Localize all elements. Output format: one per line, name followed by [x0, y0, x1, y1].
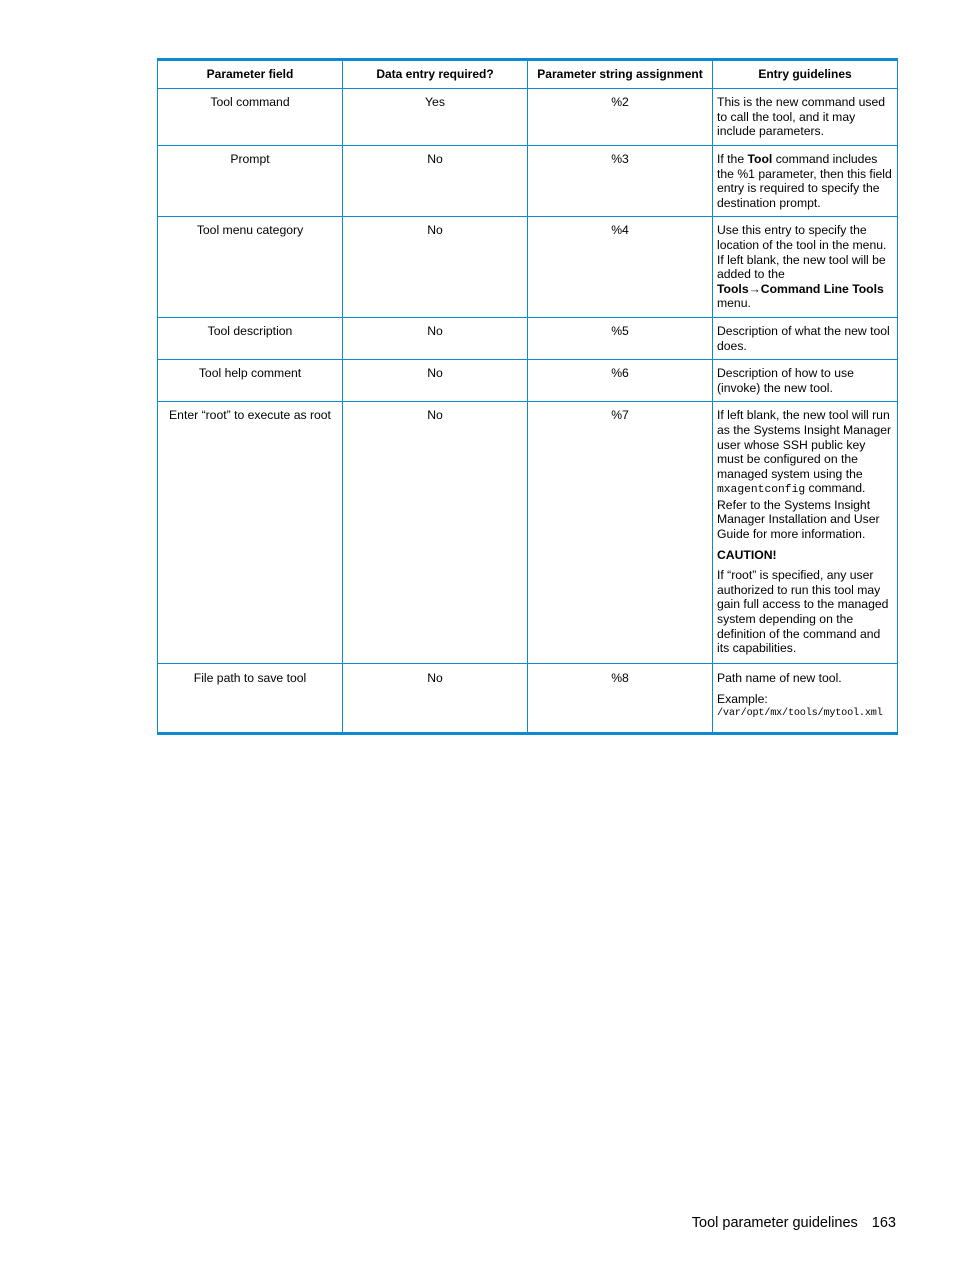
guide-text: command. Refer to the Systems Insight Manager Installation and User Guide for more information.: [717, 481, 880, 542]
tool-parameter-table: [157, 58, 898, 735]
cell-required: No: [343, 317, 528, 359]
cell-required: No: [343, 217, 528, 318]
table-row: [158, 317, 898, 359]
table-row: [158, 402, 898, 664]
cell-field: Tool command: [158, 89, 343, 146]
guide-text: If left blank, the new tool will run as the Systems Insight Manager user whose SSH public key must be configured on the managed system using the: [717, 408, 892, 481]
code-mxagentconfig: mxagentconfig: [717, 484, 806, 497]
cell-assignment: %7: [528, 402, 713, 664]
table-header-row: [158, 60, 898, 89]
header-parameter-field: Parameter field: [158, 60, 343, 89]
cell-required: No: [343, 360, 528, 402]
cell-assignment: %4: [528, 217, 713, 318]
cell-field: Enter “root” to execute as root: [158, 402, 343, 664]
table-row: [158, 146, 898, 217]
cell-field: Prompt: [158, 146, 343, 217]
guide-bold-text: Tool: [747, 152, 773, 166]
menu-path-tools: Tools: [717, 281, 749, 296]
menu-arrow-icon: →: [748, 281, 761, 296]
example-label: Example:: [717, 691, 768, 706]
cell-assignment: %5: [528, 317, 713, 359]
cell-field: Tool description: [158, 317, 343, 359]
caution-label: CAUTION!: [717, 547, 777, 562]
cell-assignment: %8: [528, 664, 713, 734]
cell-field: File path to save tool: [158, 664, 343, 734]
guide-text: If the: [717, 152, 748, 166]
cell-assignment: %2: [528, 89, 713, 146]
cell-required: No: [343, 402, 528, 664]
table-row: [158, 360, 898, 402]
guide-text: menu.: [717, 296, 751, 311]
example-path: /var/opt/mx/tools/mytool.xml: [717, 707, 883, 719]
cell-guidelines: Description of how to use (invoke) the new tool.: [713, 360, 898, 402]
cell-field: Tool help comment: [158, 360, 343, 402]
guide-text: command includes the %1 parameter, then this field entry is required to specify the destination prompt.: [717, 152, 892, 210]
table-row: [158, 664, 898, 734]
table-row: [158, 217, 898, 318]
cell-guidelines: [713, 664, 898, 734]
cell-field: Tool menu category: [158, 217, 343, 318]
header-data-entry-required: Data entry required?: [343, 60, 528, 89]
cell-required: Yes: [343, 89, 528, 146]
page-footer: [692, 1215, 896, 1231]
header-parameter-string-assignment: Parameter string assignment: [528, 60, 713, 89]
cell-guidelines: Description of what the new tool does.: [713, 317, 898, 359]
table-row: [158, 89, 898, 146]
cell-guidelines: [713, 217, 898, 318]
page-number: 163: [871, 1215, 896, 1231]
cell-required: No: [343, 664, 528, 734]
cell-assignment: %6: [528, 360, 713, 402]
footer-section-title: Tool parameter guidelines: [691, 1215, 858, 1231]
cell-guidelines: [713, 402, 898, 664]
cell-assignment: %3: [528, 146, 713, 217]
cell-required: No: [343, 146, 528, 217]
menu-path-command-line-tools: Command Line Tools: [760, 281, 884, 296]
caution-text: If “root” is specified, any user authorized to run this tool may gain full access to the managed system depending on the definition of the command and its capabilities.: [717, 568, 889, 656]
guide-text: Path name of new tool.: [717, 671, 842, 686]
guide-text: Use this entry to specify the location of the tool in the menu. If left blank, the new tool will be added to the: [717, 223, 887, 282]
cell-guidelines: This is the new command used to call the tool, and it may include parameters.: [713, 89, 898, 146]
header-entry-guidelines: Entry guidelines: [713, 60, 898, 89]
cell-guidelines: [713, 146, 898, 217]
